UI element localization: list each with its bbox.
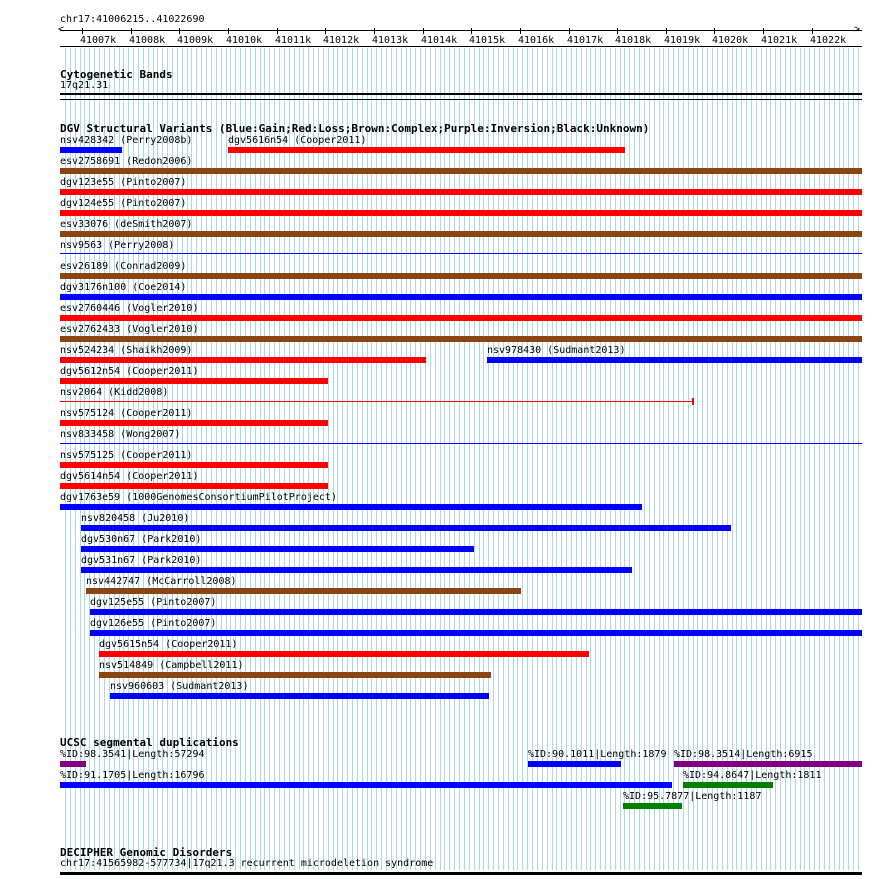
segdup-feature-label[interactable]: %ID:95.7877|Length:1187 xyxy=(623,791,762,802)
dgv-feature-label[interactable]: dgv5612n54 (Cooper2011) xyxy=(60,366,199,377)
ruler-right-arrow[interactable]: > xyxy=(854,24,861,35)
dgv-feature-label[interactable]: dgv125e55 (Pinto2007) xyxy=(90,597,217,608)
ruler-tick xyxy=(812,28,813,34)
dgv-feature-bar[interactable] xyxy=(60,504,642,510)
ruler-tick xyxy=(520,28,521,34)
ruler-tick xyxy=(131,28,132,34)
segdup-feature-label[interactable]: %ID:98.3541|Length:57294 xyxy=(60,749,205,760)
cytoband-divider xyxy=(60,99,862,100)
segdup-feature-bar[interactable] xyxy=(623,803,682,809)
ruler-tick-label: 41015k xyxy=(469,35,506,46)
dgv-feature-bar[interactable] xyxy=(81,546,474,552)
dgv-feature-label[interactable]: dgv126e55 (Pinto2007) xyxy=(90,618,217,629)
ruler-tick xyxy=(617,28,618,34)
cytoband-bar[interactable] xyxy=(60,93,862,95)
dgv-feature-bar[interactable] xyxy=(60,273,862,279)
dgv-feature-bar[interactable] xyxy=(60,420,328,426)
cytoband-label: 17q21.31 xyxy=(60,80,109,91)
dgv-feature-bar[interactable] xyxy=(60,147,122,153)
dgv-feature-label[interactable]: nsv575125 (Cooper2011) xyxy=(60,450,193,461)
dgv-feature-label[interactable]: dgv531n67 (Park2010) xyxy=(81,555,202,566)
dgv-feature-bar[interactable] xyxy=(99,651,589,657)
ruler-tick-label: 41008k xyxy=(129,35,166,46)
dgv-feature-bar[interactable] xyxy=(60,315,862,321)
dgv-feature-bar[interactable] xyxy=(60,168,862,174)
dgv-feature-bar[interactable] xyxy=(86,588,521,594)
ruler-tick-label: 41017k xyxy=(567,35,604,46)
decipher-feature-bar[interactable] xyxy=(60,872,862,875)
ruler-tick-label: 41022k xyxy=(810,35,847,46)
ruler-tick xyxy=(471,28,472,34)
dgv-feature-label[interactable]: esv26189 (Conrad2009) xyxy=(60,261,187,272)
dgv-feature-label[interactable]: nsv514849 (Campbell2011) xyxy=(99,660,244,671)
dgv-feature-label[interactable]: nsv9563 (Perry2008) xyxy=(60,240,175,251)
ruler-tick-label: 41014k xyxy=(421,35,458,46)
segdup-feature-bar[interactable] xyxy=(60,761,86,767)
ruler-tick-label: 41007k xyxy=(80,35,117,46)
dgv-feature-label[interactable]: dgv1763e59 (1000GenomesConsortiumPilotProject) xyxy=(60,492,337,503)
ruler-divider xyxy=(60,46,862,47)
dgv-feature-bar[interactable] xyxy=(60,210,862,216)
dgv-feature-label[interactable]: dgv123e55 (Pinto2007) xyxy=(60,177,187,188)
ruler-tick-label: 41011k xyxy=(275,35,312,46)
decipher-feature-label[interactable]: chr17:41565982-577734|17q21.3 recurrent microdeletion syndrome xyxy=(60,858,434,869)
dgv-feature-bar[interactable] xyxy=(60,253,862,254)
segdup-feature-bar[interactable] xyxy=(683,782,773,788)
ruler-tick xyxy=(374,28,375,34)
segdup-feature-bar[interactable] xyxy=(60,782,672,788)
dgv-feature-bar[interactable] xyxy=(110,693,489,699)
track-title-cytobands[interactable]: Cytogenetic Bands xyxy=(60,68,173,81)
dgv-feature-label[interactable]: dgv5616n54 (Cooper2011) xyxy=(228,135,367,146)
dgv-feature-label[interactable]: esv2762433 (Vogler2010) xyxy=(60,324,199,335)
dgv-feature-label[interactable]: nsv833458 (Wong2007) xyxy=(60,429,181,440)
ruler-tick-label: 41021k xyxy=(761,35,798,46)
ruler-tick-label: 41019k xyxy=(664,35,701,46)
dgv-feature-bar[interactable] xyxy=(487,357,862,363)
dgv-feature-bar[interactable] xyxy=(60,294,862,300)
dgv-feature-bar[interactable] xyxy=(90,609,862,615)
ruler-tick xyxy=(325,28,326,34)
dgv-feature-label[interactable]: dgv3176n100 (Coe2014) xyxy=(60,282,187,293)
ruler-tick-label: 41010k xyxy=(226,35,263,46)
dgv-feature-label[interactable]: dgv530n67 (Park2010) xyxy=(81,534,202,545)
dgv-feature-label[interactable]: nsv820458 (Ju2010) xyxy=(81,513,190,524)
dgv-feature-end-cap xyxy=(692,398,694,405)
track-title-dgv[interactable]: DGV Structural Variants (Blue:Gain;Red:Loss;Brown:Complex;Purple:Inversion;Black:Unknown) xyxy=(60,122,650,135)
dgv-feature-label[interactable]: esv2758691 (Redon2006) xyxy=(60,156,193,167)
ruler-tick xyxy=(763,28,764,34)
dgv-feature-label[interactable]: nsv978430 (Sudmant2013) xyxy=(487,345,626,356)
dgv-feature-bar[interactable] xyxy=(99,672,491,678)
segdup-feature-label[interactable]: %ID:91.1705|Length:16796 xyxy=(60,770,205,781)
dgv-feature-label[interactable]: dgv124e55 (Pinto2007) xyxy=(60,198,187,209)
ruler-tick-label: 41012k xyxy=(323,35,360,46)
track-title-segdups[interactable]: UCSC segmental duplications xyxy=(60,736,239,749)
location-label: chr17:41006215..41022690 xyxy=(60,14,205,25)
dgv-feature-label[interactable]: nsv575124 (Cooper2011) xyxy=(60,408,193,419)
dgv-feature-bar[interactable] xyxy=(60,462,328,468)
segdup-feature-label[interactable]: %ID:94.8647|Length:1811 xyxy=(683,770,822,781)
dgv-feature-label[interactable]: dgv5614n54 (Cooper2011) xyxy=(60,471,199,482)
dgv-feature-bar[interactable] xyxy=(81,567,632,573)
ruler-tick xyxy=(277,28,278,34)
ruler-tick-label: 41009k xyxy=(177,35,214,46)
dgv-feature-bar[interactable] xyxy=(60,378,328,384)
segdup-feature-bar[interactable] xyxy=(674,761,862,767)
ruler-tick xyxy=(714,28,715,34)
ruler-tick xyxy=(82,28,83,34)
dgv-feature-bar[interactable] xyxy=(81,525,731,531)
ruler-left-arrow[interactable]: < xyxy=(58,24,65,35)
dgv-feature-label[interactable]: nsv524234 (Shaikh2009) xyxy=(60,345,193,356)
ruler-tick-label: 41016k xyxy=(518,35,555,46)
dgv-feature-label[interactable]: esv2760446 (Vogler2010) xyxy=(60,303,199,314)
dgv-feature-label[interactable]: nsv442747 (McCarroll2008) xyxy=(86,576,237,587)
dgv-feature-label[interactable]: dgv5615n54 (Cooper2011) xyxy=(99,639,238,650)
dgv-feature-bar[interactable] xyxy=(228,147,625,153)
dgv-feature-label[interactable]: nsv428342 (Perry2008b) xyxy=(60,135,193,146)
ruler-tick-label: 41018k xyxy=(615,35,652,46)
ruler-tick-label: 41013k xyxy=(372,35,409,46)
dgv-feature-bar[interactable] xyxy=(60,401,694,402)
segdup-feature-bar[interactable] xyxy=(528,761,621,767)
dgv-feature-label[interactable]: esv33076 (deSmith2007) xyxy=(60,219,193,230)
dgv-feature-bar[interactable] xyxy=(60,231,862,237)
ruler-tick-label: 41020k xyxy=(712,35,749,46)
ruler-tick xyxy=(569,28,570,34)
ruler-tick xyxy=(423,28,424,34)
dgv-feature-bar[interactable] xyxy=(60,189,862,195)
dgv-feature-bar[interactable] xyxy=(60,357,426,363)
dgv-feature-bar[interactable] xyxy=(60,483,328,489)
track-title-decipher[interactable]: DECIPHER Genomic Disorders xyxy=(60,846,233,859)
dgv-feature-bar[interactable] xyxy=(60,336,862,342)
ruler-tick xyxy=(666,28,667,34)
dgv-feature-label[interactable]: nsv2064 (Kidd2008) xyxy=(60,387,169,398)
segdup-feature-label[interactable]: %ID:90.1011|Length:1879 xyxy=(528,749,667,760)
segdup-feature-label[interactable]: %ID:98.3514|Length:6915 xyxy=(674,749,813,760)
dgv-feature-bar[interactable] xyxy=(90,630,862,636)
dgv-feature-bar[interactable] xyxy=(60,443,862,444)
ruler-tick xyxy=(228,28,229,34)
ruler-axis xyxy=(60,30,862,31)
ruler-tick xyxy=(179,28,180,34)
dgv-feature-label[interactable]: nsv960603 (Sudmant2013) xyxy=(110,681,249,692)
